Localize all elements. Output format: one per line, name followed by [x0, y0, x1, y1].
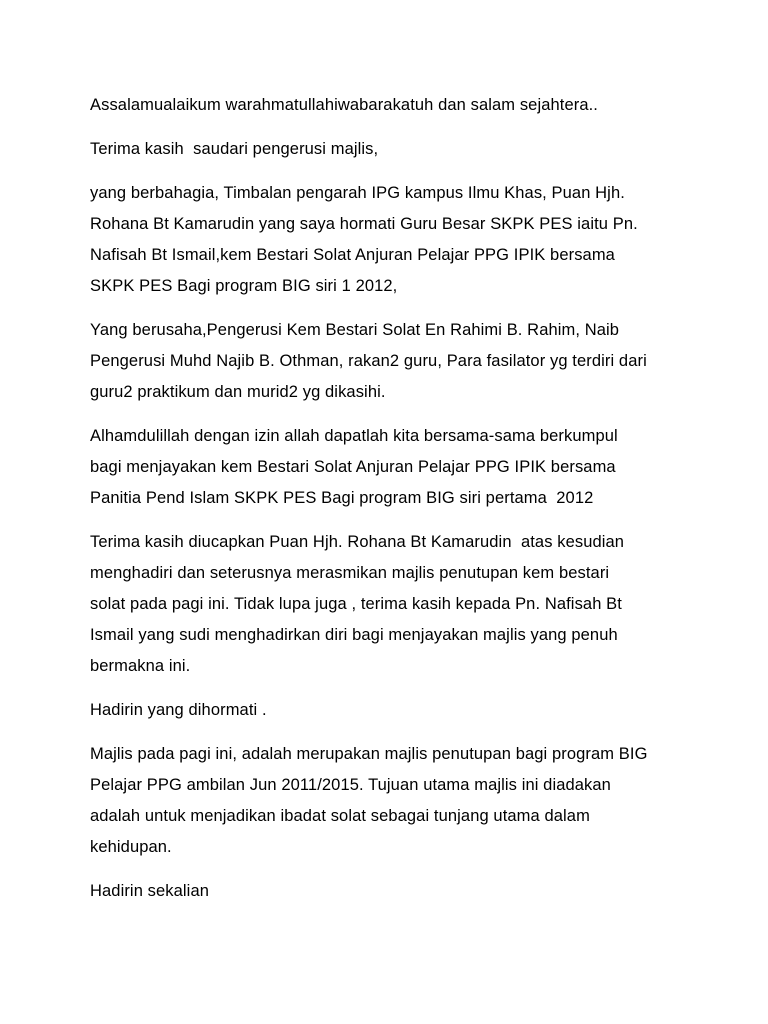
- text-line: Terima kasih diucapkan Puan Hjh. Rohana Bt Kamarudin atas kesudian: [90, 533, 625, 551]
- text-line: Terima kasih saudari pengerusi majlis,: [90, 140, 379, 158]
- paragraph-committee: [90, 315, 698, 408]
- text-line: guru2 praktikum dan murid2 yg dikasihi.: [90, 383, 386, 401]
- paragraph-closing-address: [90, 876, 698, 907]
- text-line: adalah untuk menjadikan ibadat solat sebagai tunjang utama dalam: [90, 807, 590, 825]
- text-line: Hadirin sekalian: [90, 882, 209, 900]
- text-line: bagi menjayakan kem Bestari Solat Anjuran Pelajar PPG IPIK bersama: [90, 458, 616, 476]
- text-line: menghadiri dan seterusnya merasmikan majlis penutupan kem bestari: [90, 564, 610, 582]
- text-line: Ismail yang sudi menghadirkan diri bagi menjayakan majlis yang penuh: [90, 626, 618, 644]
- text-line: Majlis pada pagi ini, adalah merupakan majlis penutupan bagi program BIG: [90, 745, 648, 763]
- text-line: solat pada pagi ini. Tidak lupa juga , terima kasih kepada Pn. Nafisah Bt: [90, 595, 622, 613]
- paragraph-address-audience: [90, 695, 698, 726]
- paragraph-honored-guests: [90, 178, 698, 302]
- paragraph-alhamdulillah: [90, 421, 698, 514]
- text-line: Rohana Bt Kamarudin yang saya hormati Guru Besar SKPK PES iaitu Pn.: [90, 215, 638, 233]
- text-line: Alhamdulillah dengan izin allah dapatlah kita bersama-sama berkumpul: [90, 427, 618, 445]
- paragraph-appreciation: [90, 527, 698, 682]
- text-line: yang berbahagia, Timbalan pengarah IPG kampus Ilmu Khas, Puan Hjh.: [90, 184, 625, 202]
- text-line: Nafisah Bt Ismail,kem Bestari Solat Anjuran Pelajar PPG IPIK bersama: [90, 246, 615, 264]
- text-line: Pelajar PPG ambilan Jun 2011/2015. Tujuan utama majlis ini diadakan: [90, 776, 611, 794]
- text-line: Pengerusi Muhd Najib B. Othman, rakan2 guru, Para fasilator yg terdiri dari: [90, 352, 647, 370]
- text-line: kehidupan.: [90, 838, 172, 856]
- paragraph-thanks-chair: [90, 134, 698, 165]
- paragraph-greeting: [90, 90, 698, 121]
- text-line: Yang berusaha,Pengerusi Kem Bestari Solat En Rahimi B. Rahim, Naib: [90, 321, 620, 339]
- text-line: Hadirin yang dihormati .: [90, 701, 267, 719]
- text-line: SKPK PES Bagi program BIG siri 1 2012,: [90, 277, 398, 295]
- text-line: Assalamualaikum warahmatullahiwabarakatuh dan salam sejahtera..: [90, 96, 598, 114]
- text-line: Panitia Pend Islam SKPK PES Bagi program BIG siri pertama 2012: [90, 489, 594, 507]
- paragraph-purpose: [90, 739, 698, 863]
- text-line: bermakna ini.: [90, 657, 191, 675]
